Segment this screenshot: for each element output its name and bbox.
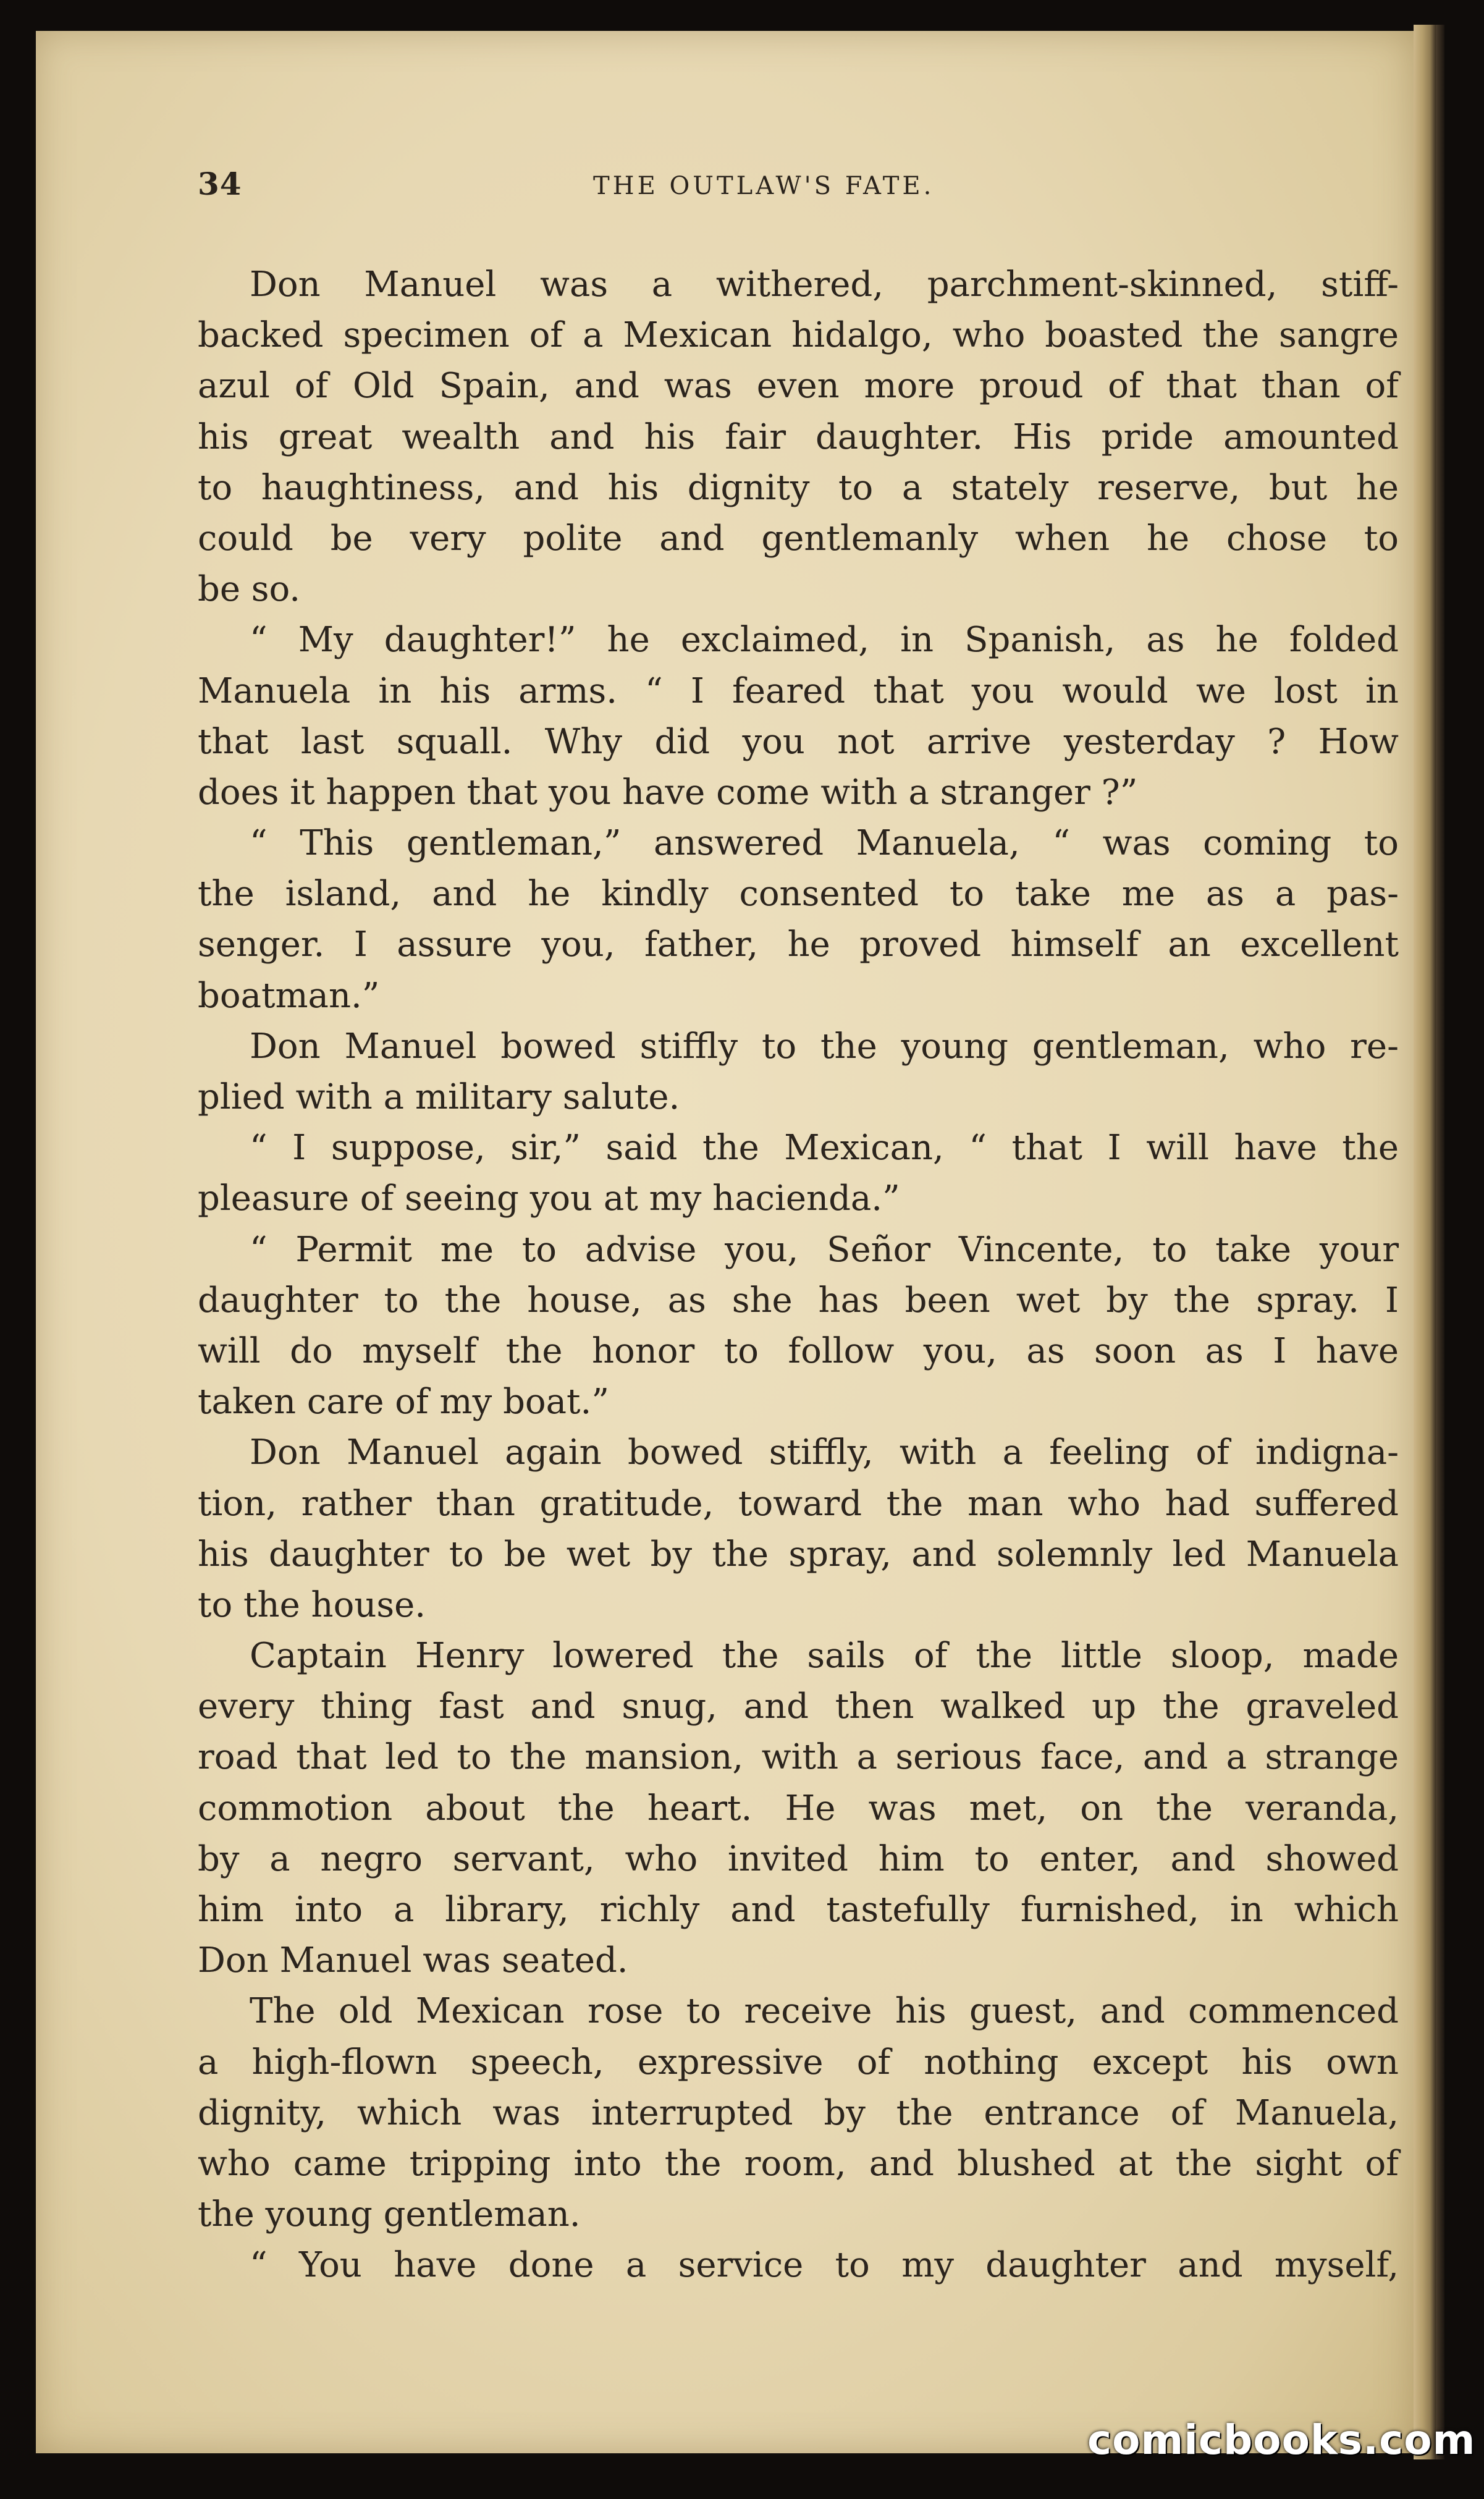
text-line: tion, rather than gratitude, toward the man who had suffered xyxy=(198,1483,1399,1524)
text-line: plied with a military salute. xyxy=(198,1077,680,1117)
text-line: “ I suppose, sir,” said the Mexican, “ that I will have the xyxy=(250,1128,1399,1169)
text-line: Don Manuel bowed stiffly to the young gentleman, who re- xyxy=(250,1026,1399,1067)
text-line: who came tripping into the room, and blushed at the sight of xyxy=(198,2143,1399,2184)
text-line: Manuela in his arms. “ I feared that you would we lost in xyxy=(198,670,1399,711)
body-text xyxy=(198,260,1399,2291)
text-line: his daughter to be wet by the spray, and solemnly led Manuela xyxy=(198,1534,1399,1575)
text-line: every thing fast and snug, and then walked up the graveled xyxy=(198,1686,1399,1727)
text-line: to the house. xyxy=(198,1584,426,1625)
text-line: him into a library, richly and tastefully furnished, in which xyxy=(198,1890,1399,1930)
text-line: does it happen that you have come with a stranger ?” xyxy=(198,772,1138,813)
text-line: commotion about the heart. He was met, on the veranda, xyxy=(198,1788,1399,1829)
text-line: his great wealth and his fair daughter. His pride amounted xyxy=(198,417,1399,457)
text-line: a high-flown speech, expressive of nothing except his own xyxy=(198,2042,1399,2082)
text-line: to haughtiness, and his dignity to a stately reserve, but he xyxy=(198,467,1399,508)
text-line: senger. I assure you, father, he proved himself an excellent xyxy=(198,924,1399,965)
text-line: “ This gentleman,” answered Manuela, “ was coming to xyxy=(250,823,1399,864)
text-line: Don Manuel was a withered, parchment-skinned, stiff- xyxy=(250,264,1399,305)
text-line: dignity, which was interrupted by the entrance of Manuela, xyxy=(198,2092,1399,2133)
text-line: “ You have done a service to my daughter and myself, xyxy=(250,2245,1399,2286)
text-line: Don Manuel was seated. xyxy=(198,1940,628,1981)
text-line: road that led to the mansion, with a serious face, and a strange xyxy=(198,1737,1399,1778)
text-line: “ Permit me to advise you, Señor Vincente, to take your xyxy=(250,1229,1399,1270)
text-line: be so. xyxy=(198,569,301,610)
page-number: 34 xyxy=(198,166,242,202)
text-line: “ My daughter!” he exclaimed, in Spanish, as he folded xyxy=(250,620,1399,661)
text-line: taken care of my boat.” xyxy=(198,1382,609,1423)
running-head: THE OUTLAW'S FATE. xyxy=(593,172,935,200)
text-line: pleasure of seeing you at my hacienda.” xyxy=(198,1178,900,1219)
page-edge xyxy=(1414,25,1436,2459)
text-line: the young gentleman. xyxy=(198,2194,581,2235)
text-line: azul of Old Spain, and was even more proud of that than of xyxy=(198,366,1399,407)
text-line: daughter to the house, as she has been wet by the spray. I xyxy=(198,1280,1399,1321)
text-line: The old Mexican rose to receive his guest, and commenced xyxy=(250,1991,1399,2032)
text-line: Captain Henry lowered the sails of the little sloop, made xyxy=(250,1636,1399,1677)
binding-shadow xyxy=(1436,25,1444,2459)
text-line: boatman.” xyxy=(198,975,380,1016)
text-line: by a negro servant, who invited him to enter, and showed xyxy=(198,1838,1399,1879)
text-line: will do myself the honor to follow you, as soon as I have xyxy=(198,1330,1399,1371)
watermark: comicbooks.com xyxy=(1087,2416,1476,2464)
text-line: could be very polite and gentlemanly when he chose to xyxy=(198,518,1399,559)
page-header xyxy=(198,166,1409,215)
text-line: Don Manuel again bowed stiffly, with a feeling of indigna- xyxy=(250,1432,1399,1473)
text-line: the island, and he kindly consented to take me as a pas- xyxy=(198,874,1399,915)
text-line: that last squall. Why did you not arrive yesterday ? How xyxy=(198,721,1399,762)
text-line: backed specimen of a Mexican hidalgo, who boasted the sangre xyxy=(198,315,1399,356)
